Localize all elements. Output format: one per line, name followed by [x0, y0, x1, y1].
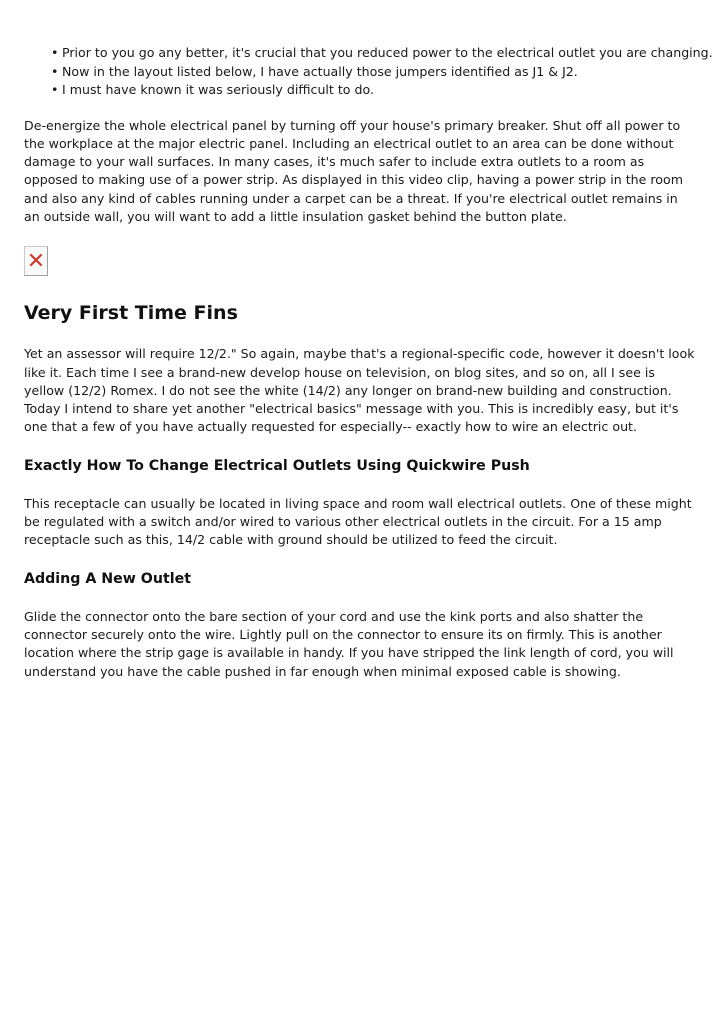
bullet-text: Now in the layout listed below, I have actually those jumpers identified as J1 & J2. — [62, 63, 578, 79]
paragraph-receptacle: This receptacle can usually be located in living space and room wall electrical outlets. One of these might be regulated with a switch and/or wired to various other electrical outlets in the circuit. For a 15 amp receptacle such as this, 14/2 cable with ground should be utilized to feed the circuit. — [24, 495, 692, 548]
broken-image-icon — [24, 246, 48, 276]
bullet-text: I must have known it was seriously difficult to do. — [62, 82, 374, 97]
bullet-marker: • — [51, 45, 59, 60]
paragraph-connector: Glide the connector onto the bare section of your cord and use the kink ports and also shatter the connector securely onto the wire. Lightly pull on the connector to ensure its on firmly. This is another location where the strip gage is available in handy. If you have stripped the link length of cord, you will understand you have the cable pushed in far enough when minimal exposed cable is showing. — [24, 608, 674, 679]
bullet-marker: • — [51, 63, 59, 79]
heading-adding-outlet: Adding A New Outlet — [24, 570, 192, 587]
heading-change-outlets: Exactly How To Change Electrical Outlets Using Quickwire Push — [24, 457, 530, 474]
bullet-text: Prior to you go any better, it's crucial that you reduced power to the electrical outlet you are changing. — [62, 45, 713, 60]
bullet-item — [51, 63, 696, 82]
bullet-item — [51, 81, 696, 100]
heading-very-first-time-fins: Very First Time Fins — [24, 302, 238, 325]
bullet-marker: • — [51, 82, 59, 97]
paragraph-assessor: Yet an assessor will require 12/2." So again, maybe that's a regional-specific code, however it doesn't look like it. Each time I see a brand-new develop house on television, on blog sites, and so on, all I see is yellow (12/2) Romex. I do not see the white (14/2) any longer on brand-new building and construction. Today I intend to share yet another "electrical basics" message with you. This is incredibly easy, but it's one that a few of you have actually requested for especially-- exactly how to wire an electric out. — [24, 346, 695, 435]
bullet-item — [51, 44, 713, 63]
red-x-icon — [29, 253, 43, 267]
bullet-list — [24, 44, 713, 100]
paragraph-power-off: De-energize the whole electrical panel by turning off your house's primary breaker. Shut off all power to the workplace at the major electric panel. Including an electrical outlet to an area can be done without damage to your wall surfaces. In many cases, it's much safer to include extra outlets to a room as opposed to making use of a power strip. As displayed in this video clip, having a power strip in the room and also any kind of cables running under a carpet can be a threat. If you're electrical outlet remains in an outside wall, you will want to add a little insulation gasket behind the button plate. — [24, 117, 683, 224]
